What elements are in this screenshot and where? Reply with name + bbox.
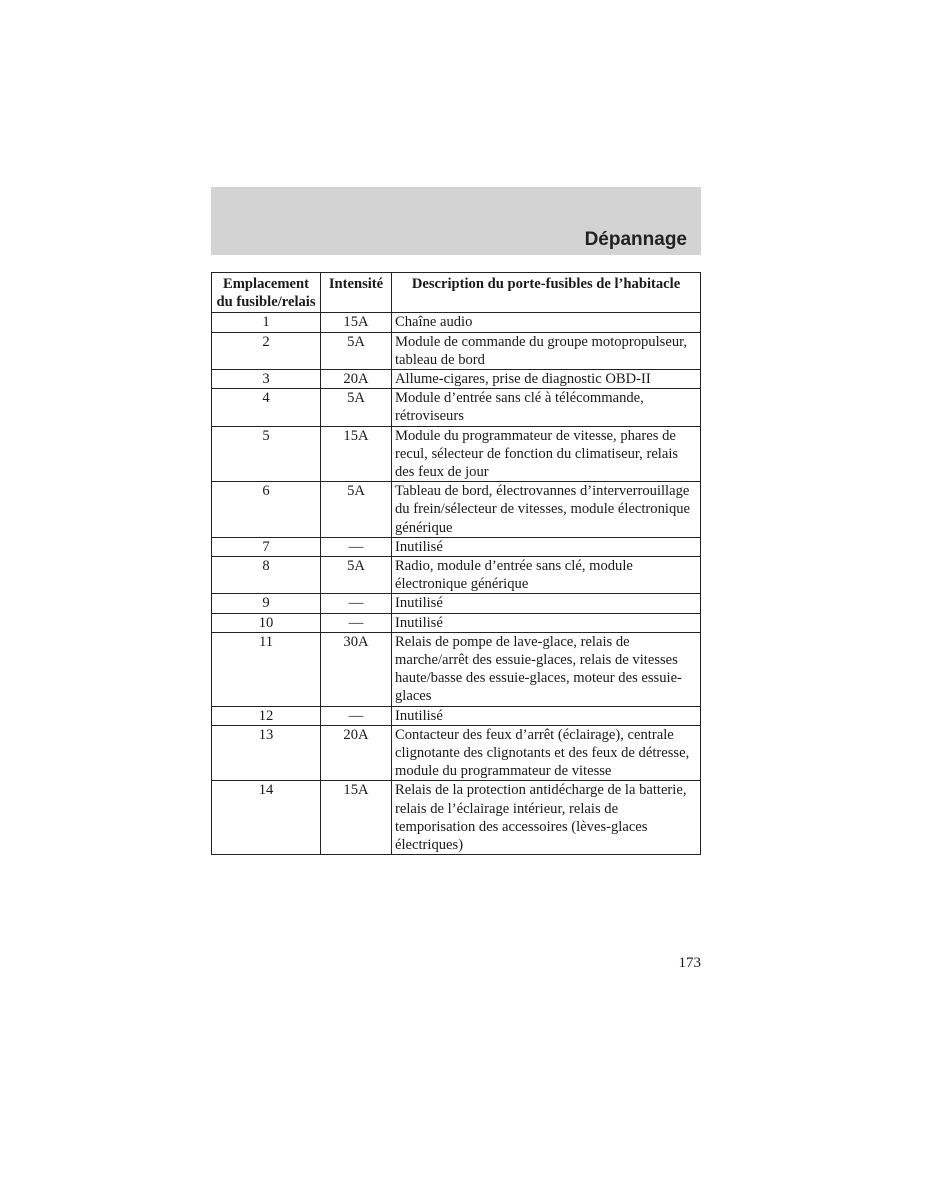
cell-description: Module du programmateur de vitesse, phares de recul, sélecteur de fonction du climatiseur, relais des feux de jour <box>392 426 701 482</box>
fuse-table <box>211 272 701 855</box>
table-row <box>212 613 701 632</box>
cell-description: Inutilisé <box>392 537 701 556</box>
cell-description: Inutilisé <box>392 613 701 632</box>
column-header-description: Description du porte-fusibles de l’habitacle <box>392 273 701 313</box>
table-row <box>212 426 701 482</box>
cell-location: 13 <box>212 725 321 781</box>
table-row <box>212 594 701 613</box>
table-row <box>212 781 701 855</box>
table-row <box>212 537 701 556</box>
fuse-table-head <box>212 273 701 313</box>
table-row <box>212 313 701 332</box>
cell-amperage: 20A <box>321 725 392 781</box>
cell-description: Inutilisé <box>392 594 701 613</box>
cell-amperage: 15A <box>321 426 392 482</box>
cell-location: 1 <box>212 313 321 332</box>
cell-amperage: 5A <box>321 557 392 594</box>
cell-location: 6 <box>212 482 321 538</box>
cell-location: 9 <box>212 594 321 613</box>
cell-description: Relais de pompe de lave-glace, relais de marche/arrêt des essuie-glaces, relais de vitesses haute/basse des essuie-glaces, moteur des essuie-glaces <box>392 632 701 706</box>
column-header-location: Emplacement du fusible/relais <box>212 273 321 313</box>
table-row <box>212 632 701 706</box>
cell-location: 8 <box>212 557 321 594</box>
table-row <box>212 557 701 594</box>
cell-description: Module de commande du groupe motopropulseur, tableau de bord <box>392 332 701 369</box>
table-row <box>212 332 701 369</box>
cell-description: Radio, module d’entrée sans clé, module électronique générique <box>392 557 701 594</box>
column-header-amperage: Intensité <box>321 273 392 313</box>
cell-amperage: 5A <box>321 389 392 426</box>
cell-description: Tableau de bord, électrovannes d’interverrouillage du frein/sélecteur de vitesses, module électronique générique <box>392 482 701 538</box>
cell-location: 12 <box>212 706 321 725</box>
cell-location: 4 <box>212 389 321 426</box>
cell-amperage: 15A <box>321 313 392 332</box>
table-row <box>212 389 701 426</box>
cell-amperage: 15A <box>321 781 392 855</box>
cell-location: 5 <box>212 426 321 482</box>
cell-amperage: — <box>321 706 392 725</box>
cell-amperage: 5A <box>321 332 392 369</box>
cell-amperage: — <box>321 594 392 613</box>
page-number: 173 <box>678 955 701 971</box>
fuse-table-body <box>212 313 701 855</box>
cell-description: Chaîne audio <box>392 313 701 332</box>
section-header-band <box>211 187 701 255</box>
table-row <box>212 725 701 781</box>
cell-description: Module d’entrée sans clé à télécommande, rétroviseurs <box>392 389 701 426</box>
cell-description: Contacteur des feux d’arrêt (éclairage), centrale clignotante des clignotants et des feux de détresse, module du programmateur de vitesse <box>392 725 701 781</box>
cell-location: 3 <box>212 370 321 389</box>
cell-amperage: — <box>321 537 392 556</box>
cell-location: 10 <box>212 613 321 632</box>
cell-amperage: — <box>321 613 392 632</box>
table-row <box>212 370 701 389</box>
cell-amperage: 5A <box>321 482 392 538</box>
cell-amperage: 20A <box>321 370 392 389</box>
cell-location: 11 <box>212 632 321 706</box>
table-row <box>212 482 701 538</box>
cell-location: 2 <box>212 332 321 369</box>
cell-location: 7 <box>212 537 321 556</box>
table-row <box>212 706 701 725</box>
cell-description: Relais de la protection antidécharge de la batterie, relais de l’éclairage intérieur, relais de temporisation des accessoires (lèves-glaces électriques) <box>392 781 701 855</box>
cell-description: Allume-cigares, prise de diagnostic OBD-II <box>392 370 701 389</box>
cell-description: Inutilisé <box>392 706 701 725</box>
section-title: Dépannage <box>584 229 687 250</box>
table-header-row <box>212 273 701 313</box>
cell-location: 14 <box>212 781 321 855</box>
cell-amperage: 30A <box>321 632 392 706</box>
